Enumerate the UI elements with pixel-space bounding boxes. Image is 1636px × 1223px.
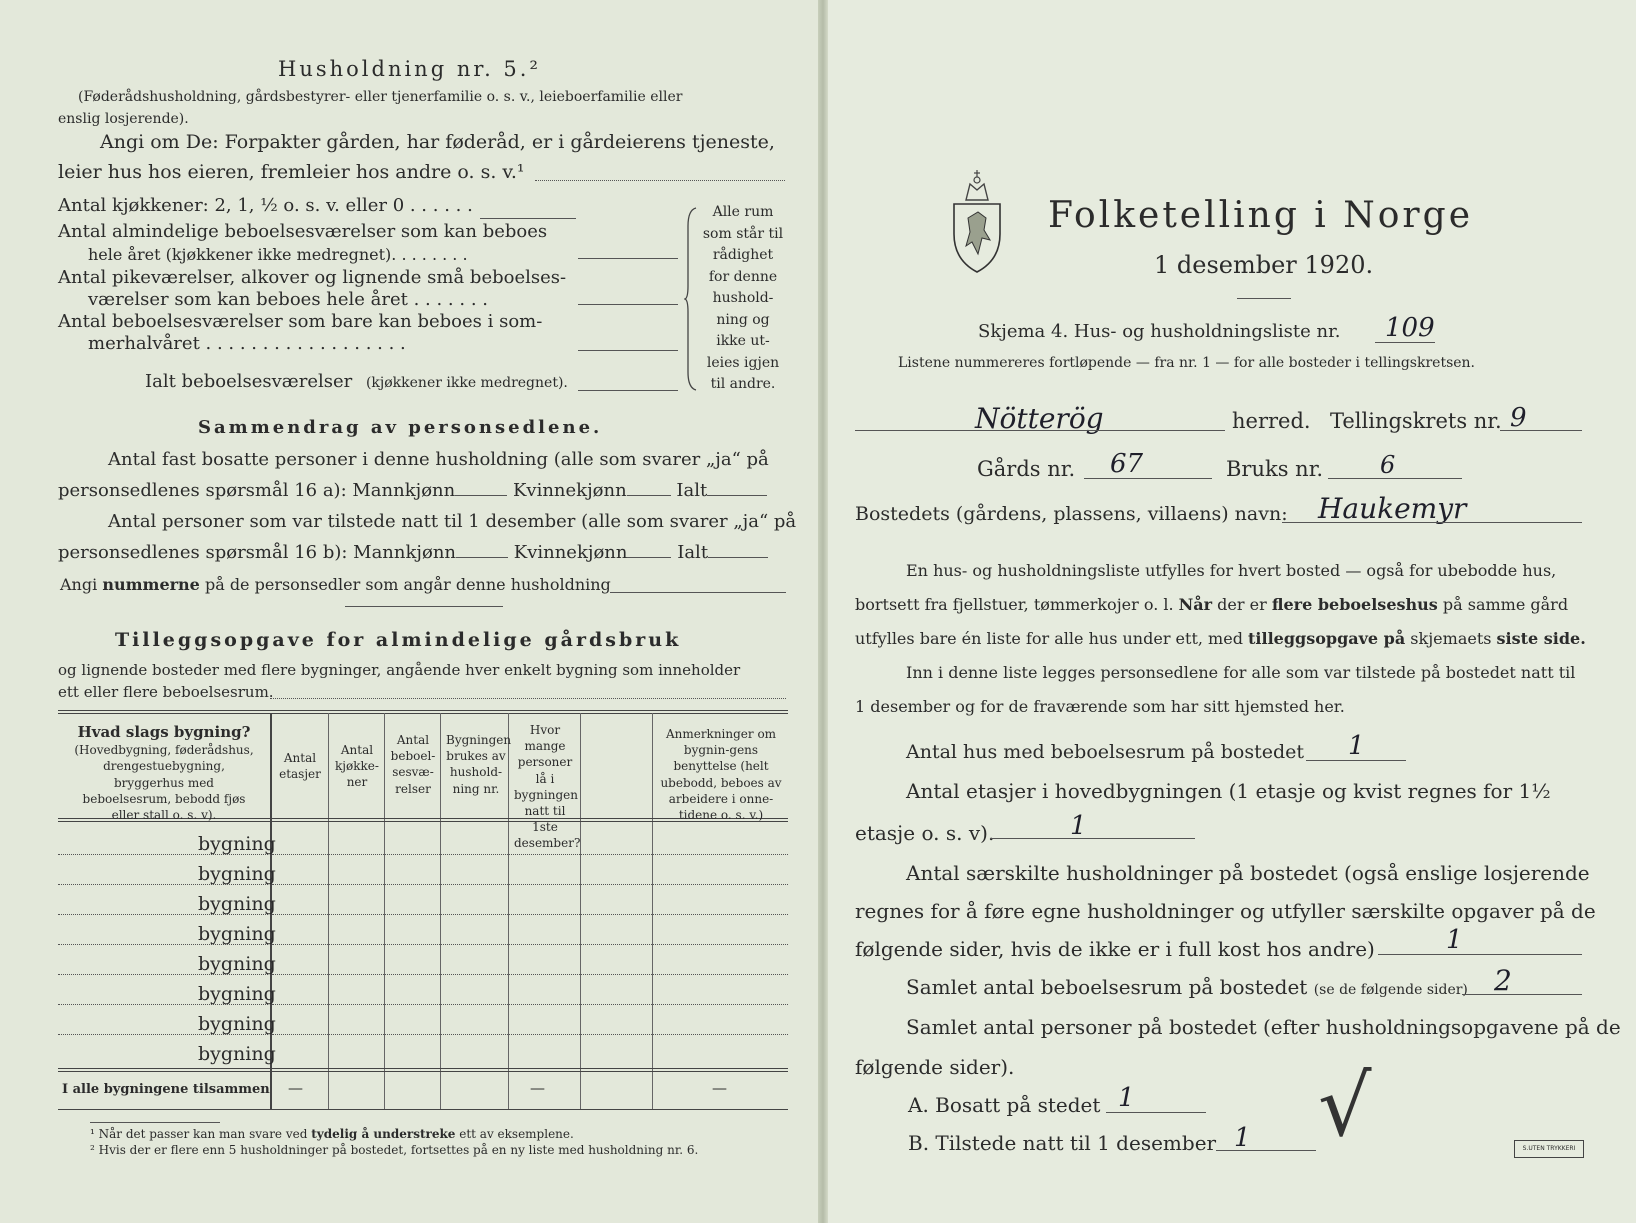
tilstede-label: B. Tilstede natt til 1 desember <box>908 1131 1217 1155</box>
col-header-type <box>60 722 268 823</box>
bruks-value: 6 <box>1380 451 1396 479</box>
samlet-rum-question: Samlet antal beboelsesrum på bostedet (se de følgende sider) <box>906 975 1468 999</box>
tellingskrets-value: 9 <box>1510 403 1527 433</box>
angi-question-2: leier hus hos eieren, fremleier hos andre o. s. v.¹ <box>58 161 525 183</box>
hus-value: 1 <box>1348 731 1365 761</box>
pike-question-1: Antal pikeværelser, alkover og lignende små beboelses- <box>58 267 567 288</box>
herred-label: herred. <box>1232 409 1311 433</box>
skjema-value: 109 <box>1385 313 1435 343</box>
summary-title: Sammendrag av personsedlene. <box>198 417 603 438</box>
summary-q1-ialt: Ialt <box>676 480 708 501</box>
bostedets-label: Bostedets (gårdens, plassens, villaens) navn: <box>855 503 1288 525</box>
brace-note-line: Alle rum <box>712 204 774 220</box>
col-header-personer: Hvor mange personer lå i bygningen natt til 1ste desember? <box>514 723 581 851</box>
buildings-table <box>58 710 788 1110</box>
brace-icon <box>684 206 698 392</box>
summary-q1-mann: personsedlenes spørsmål 16 a): Mannkjønn <box>58 480 456 501</box>
samlet-pers-question-1: Samlet antal personer på bostedet (efter husholdningsopgavene på de <box>906 1015 1621 1039</box>
bosatt-value: 1 <box>1118 1083 1135 1113</box>
pike-question-2: værelser som kan beboes hele året . . . . . . . <box>88 289 488 310</box>
sarskilte-value: 1 <box>1446 925 1463 955</box>
almindelige-question-2: hele året (kjøkkener ikke medregnet). . . . . . . . <box>88 245 468 264</box>
almindelige-question-1: Antal almindelige beboelsesværelser som kan beboes <box>58 221 548 242</box>
table-total-label: I alle bygningene tilsammen <box>62 1082 270 1097</box>
tilstede-value: 1 <box>1234 1123 1251 1153</box>
samlet-rum-value: 2 <box>1494 964 1512 997</box>
table-row <box>58 918 788 948</box>
herred-value: Nötterög <box>975 402 1104 435</box>
brace-note-line: til andre. <box>710 376 776 392</box>
sarskilte-question-3: følgende sider, hvis de ikke er i full kost hos andre) <box>855 937 1375 961</box>
brace-note-line: som står til <box>702 225 784 242</box>
total-dash: — <box>712 1079 727 1097</box>
table-row <box>58 828 788 858</box>
ialt-note: (kjøkkener ikke medregnet). <box>365 375 568 391</box>
col-header-husholdning: Bygningen brukes av hushold-ning nr. <box>446 733 512 796</box>
sommer-question-2: merhalvåret . . . . . . . . . . . . . . . . . . <box>88 333 406 354</box>
listene-note: Listene nummereres fortløpende — fra nr. 1 — for alle bosteder i tellingskretsen. <box>898 355 1476 371</box>
summary-q2-kvinne: Kvinnekjønn <box>513 542 628 563</box>
bostedets-value: Haukemyr <box>1318 492 1467 525</box>
summary-q2-line2 <box>58 543 768 563</box>
table-row <box>58 1038 788 1068</box>
summary-q2-line1: Antal personer som var tilstede natt til 1 desember (alle som svarer „ja“ på <box>108 511 797 532</box>
row-label: bygning <box>198 1043 276 1065</box>
angi-question-1: Angi om De: Forpakter gården, har føderåd, er i gårdeierens tjeneste, <box>100 131 775 153</box>
angi-nummerne-bold: nummerne <box>102 575 200 594</box>
sarskilte-question-2: regnes for å føre egne husholdninger og utfyller særskilte opgaver på de <box>855 899 1596 923</box>
brace-note-line: ning og <box>716 311 770 328</box>
sommer-question-1: Antal beboelsesværelser som bare kan beboes i som- <box>58 311 543 332</box>
etasjer-question-2: etasje o. s. v). <box>855 821 995 845</box>
samlet-pers-question-2: følgende sider). <box>855 1055 1015 1079</box>
tillegg-line-1: og lignende bosteder med flere bygninger, angående hver enkelt bygning som inneholder <box>58 661 741 679</box>
tellingskrets-label: Tellingskrets nr. <box>1330 409 1502 433</box>
total-dash: — <box>530 1079 545 1097</box>
hus-question: Antal hus med beboelsesrum på bostedet <box>906 741 1305 763</box>
household-title: Husholdning nr. 5.² <box>278 57 541 81</box>
col-header-kjokkener: Antal kjøkke-ner <box>335 743 379 790</box>
col-header-type-title: Hvad slags bygning? <box>77 723 251 741</box>
total-dash: — <box>288 1079 303 1097</box>
angi-nummerne: Angi nummerne på de personsedler som angår denne husholdning <box>60 575 611 594</box>
instruction-1: En hus- og husholdningsliste utfylles for hvert bosted — også for ubebodde hus, <box>906 561 1557 580</box>
row-label: bygning <box>198 1013 276 1035</box>
brace-note-line: for denne <box>708 268 778 285</box>
row-label: bygning <box>198 953 276 975</box>
instruction-5: 1 desember og for de fraværende som har sitt hjemsted her. <box>855 697 1345 716</box>
tillegg-line-2: ett eller flere beboelsesrum. <box>58 683 274 701</box>
ialt-label: Ialt beboelsesværelser <box>145 371 353 392</box>
col-header-etasjer: Antal etasjer <box>279 751 321 782</box>
footnote-1: ¹ Når det passer kan man svare ved tydelig å understreke ett av eksemplene. <box>90 1127 574 1141</box>
tillegg-title: Tilleggsopgave for almindelige gårdsbruk <box>115 629 682 651</box>
summary-q2-ialt: Ialt <box>677 542 709 563</box>
row-label: bygning <box>198 863 276 885</box>
ialt-question <box>145 372 568 392</box>
row-label: bygning <box>198 983 276 1005</box>
household-subtitle-2: enslig losjerende). <box>58 111 189 127</box>
row-label: bygning <box>198 893 276 915</box>
instruction-4: Inn i denne liste legges personsedlene for alle som var tilstede på bostedet natt til <box>906 663 1576 682</box>
col-header-beboelses: Antal beboel-sesvæ-relser <box>390 733 436 796</box>
census-date: 1 desember 1920. <box>1154 251 1374 279</box>
coat-of-arms-icon <box>948 160 1006 280</box>
summary-q1-line2 <box>58 481 767 501</box>
etasjer-question-1: Antal etasjer i hovedbygningen (1 etasje og kvist regnes for 1½ <box>906 779 1551 803</box>
brace-note-line: ikke ut- <box>716 333 770 349</box>
row-label: bygning <box>198 923 276 945</box>
bosatt-label: A. Bosatt på stedet <box>908 1093 1101 1117</box>
table-row <box>58 948 788 978</box>
brace-note-line: hushold- <box>712 290 774 306</box>
checkmark-icon: √ <box>1318 1057 1372 1155</box>
summary-q2-mann: personsedlenes spørsmål 16 b): Mannkjønn <box>58 542 457 563</box>
footnote-2: ² Hvis der er flere enn 5 husholdninger på bostedet, fortsettes på en ny liste med husholdning nr. 6. <box>90 1143 699 1157</box>
table-row <box>58 888 788 918</box>
sarskilte-question-1: Antal særskilte husholdninger på bostedet (også enslige losjerende <box>906 861 1590 885</box>
brace-note-line: rådighet <box>712 247 774 263</box>
table-row <box>58 858 788 888</box>
printer-stamp: S.UTEN TRYKKERI <box>1514 1140 1584 1158</box>
bruks-label: Bruks nr. <box>1226 457 1324 481</box>
brace-note-line: leies igjen <box>706 354 780 371</box>
summary-q1-kvinne: Kvinnekjønn <box>512 480 627 501</box>
instruction-3: utfylles bare én liste for alle hus under ett, med tilleggsopgave på skjemaets siste side. <box>855 629 1586 648</box>
instruction-2: bortsett fra fjellstuer, tømmerkojer o. l. Når der er flere beboelseshus på samme gård <box>855 595 1569 614</box>
table-rows <box>58 828 788 1068</box>
brace-note <box>700 202 786 396</box>
gards-value: 67 <box>1110 449 1144 479</box>
household-subtitle-1: (Føderådshusholdning, gårdsbestyrer- eller tjenerfamilie o. s. v., leieboerfamilie eller <box>78 89 683 105</box>
table-row <box>58 978 788 1008</box>
row-label: bygning <box>198 833 276 855</box>
summary-q1-line1: Antal fast bosatte personer i denne husholdning (alle som svarer „ja“ på <box>108 449 769 470</box>
table-row <box>58 1008 788 1038</box>
col-header-anmerkninger: Anmerkninger om bygnin-gens benyttelse (helt ubebodd, beboes av arbeidere i onne-tidene o. s. v.) <box>660 727 782 822</box>
kjokken-question: Antal kjøkkener: 2, 1, ½ o. s. v. eller 0 . . . . . . <box>58 195 473 216</box>
skjema-label: Skjema 4. Hus- og husholdningsliste nr. <box>978 321 1341 342</box>
page-fold <box>818 0 828 1223</box>
col-header-type-sub: (Hovedbygning, føderådshus, drengestuebygning, bryggerhus med beboelsesrum, bebodd fjøs eller stall o. s. v). <box>74 743 254 822</box>
census-title: Folketelling i Norge <box>1048 195 1473 236</box>
gards-label: Gårds nr. <box>977 457 1076 481</box>
etasjer-value: 1 <box>1070 811 1087 841</box>
